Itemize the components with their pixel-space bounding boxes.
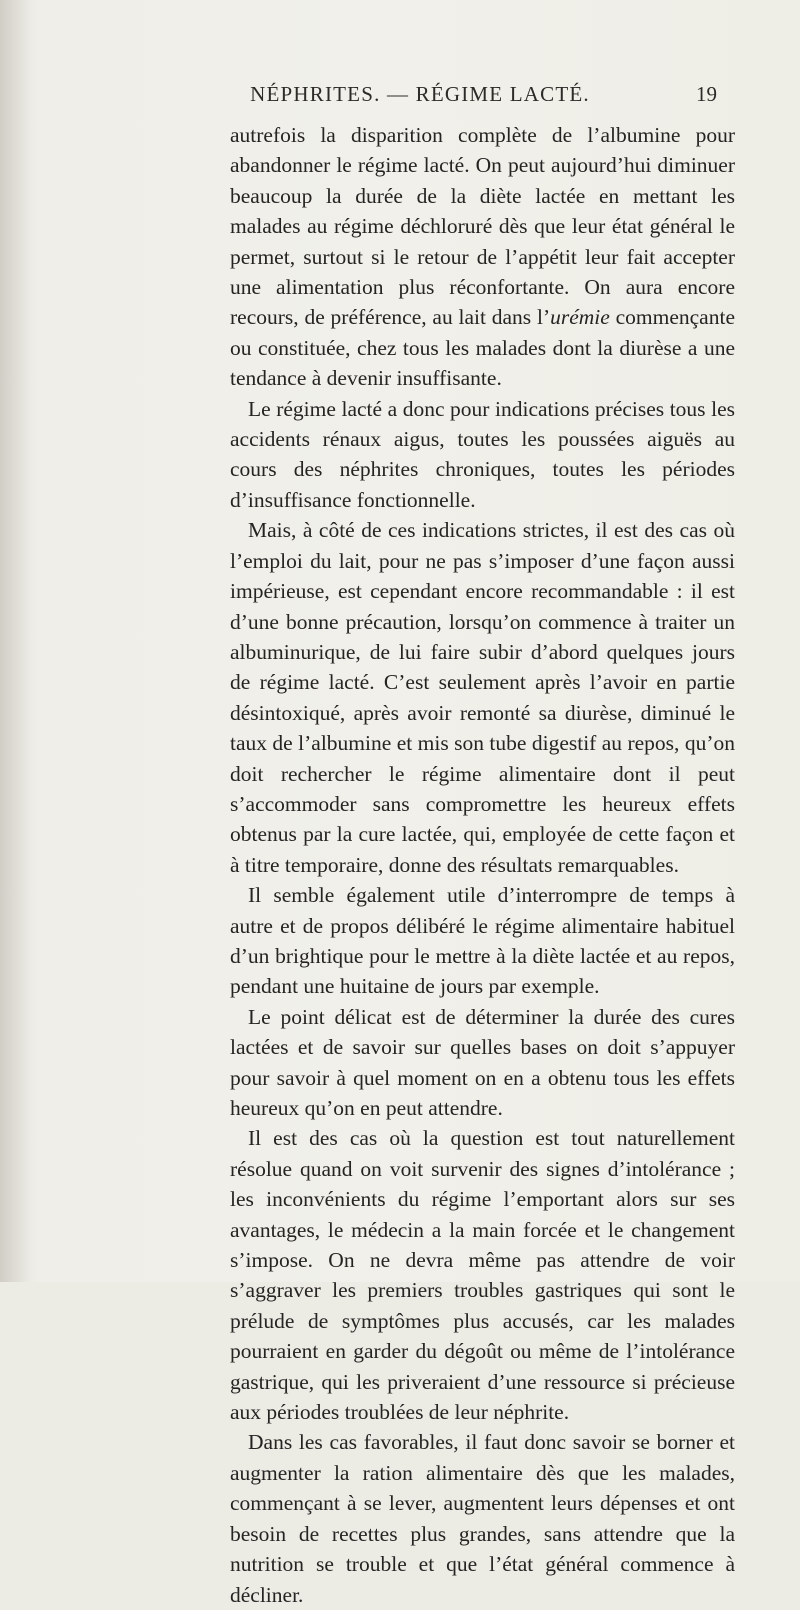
paragraph-4: Il semble également utile d’interrompre de temps à autre et de propos délibéré le régime alimentaire habituel d’un brightique pour le mettre à la diète lactée et au repos, pendant une huitaine de jours par exemple. bbox=[230, 883, 735, 999]
paragraph-2: Le régime lacté a donc pour indications précises tous les accidents rénaux aigus, toutes les poussées aiguës au cours des néphrites chroniques, toutes les périodes d’insuffisance fonctionnelle. bbox=[230, 396, 735, 512]
body-text bbox=[230, 120, 735, 1610]
paragraph-6: Il est des cas où la question est tout naturellement résolue quand on voit survenir des signes d’intolérance ; les inconvénients du régime l’emportant alors sur ses avantages, le médecin a la main forcée et le changement s’impose. On ne devra même pas attendre de voir s’aggraver les premiers troubles gastriques qui sont le prélude de symptômes plus accusés, car les malades pourraient en garder du dégoût ou même de l’intolérance gastrique, qui les priveraient d’une ressource si précieuse aux périodes troublées de leur néphrite. bbox=[230, 1126, 735, 1425]
paragraph-7: Dans les cas favorables, il faut donc savoir se borner et augmenter la ration alimentaire dès que les malades, commençant à se lever, augmentent leurs dépenses et ont besoin de recettes plus grandes, sans attendre que la nutrition se trouble et que l’état général commence à décliner. bbox=[230, 1430, 735, 1607]
running-header: NÉPHRITES. — RÉGIME LACTÉ. bbox=[250, 82, 590, 106]
paragraph-1-italic-term: urémie bbox=[550, 305, 610, 330]
paragraph-5: Le point délicat est de déterminer la durée des cures lactées et de savoir sur quelles bases on doit s’appuyer pour savoir à quel moment on en a obtenu tous les effets heureux qu’on en peut attendre. bbox=[230, 1004, 735, 1120]
paragraph-3: Mais, à côté de ces indications strictes, il est des cas où l’emploi du lait, pour ne pas s’imposer d’une façon aussi impérieuse, est cependant encore recommandable : il est d’une bonne précaution, lorsqu’on commence à traiter un albuminurique, de lui faire subir d’abord quelques jours de régime lacté. C’est seulement après l’avoir en partie désintoxiqué, après avoir remonté sa diurèse, diminué le taux de l’albumine et mis son tube digestif au repos, qu’on doit rechercher le régime alimentaire dont il peut s’accommoder sans compromettre les heureux effets obtenus par la cure lactée, qui, employée de cette façon et à titre temporaire, donne des résultats remarquables. bbox=[230, 518, 735, 877]
binding-shadow bbox=[0, 0, 30, 1282]
paragraph-1-text-b: commençante ou constituée, chez tous les malades dont la diurèse a une tendance à devenir insuffisante. bbox=[230, 305, 735, 391]
paragraph-1 bbox=[230, 120, 735, 394]
paragraph-1-text-a: autrefois la disparition complète de l’albumine pour abandonner le régime lacté. On peut aujourd’hui diminuer beaucoup la durée de la diète lactée en mettant les malades au régime déchloruré dès que leur état général le permet, surtout si le retour de l’appétit leur fait accepter une alimentation plus réconfortante. On aura encore recours, de préférence, au lait dans l’ bbox=[230, 123, 735, 330]
page-number: 19 bbox=[696, 82, 717, 106]
